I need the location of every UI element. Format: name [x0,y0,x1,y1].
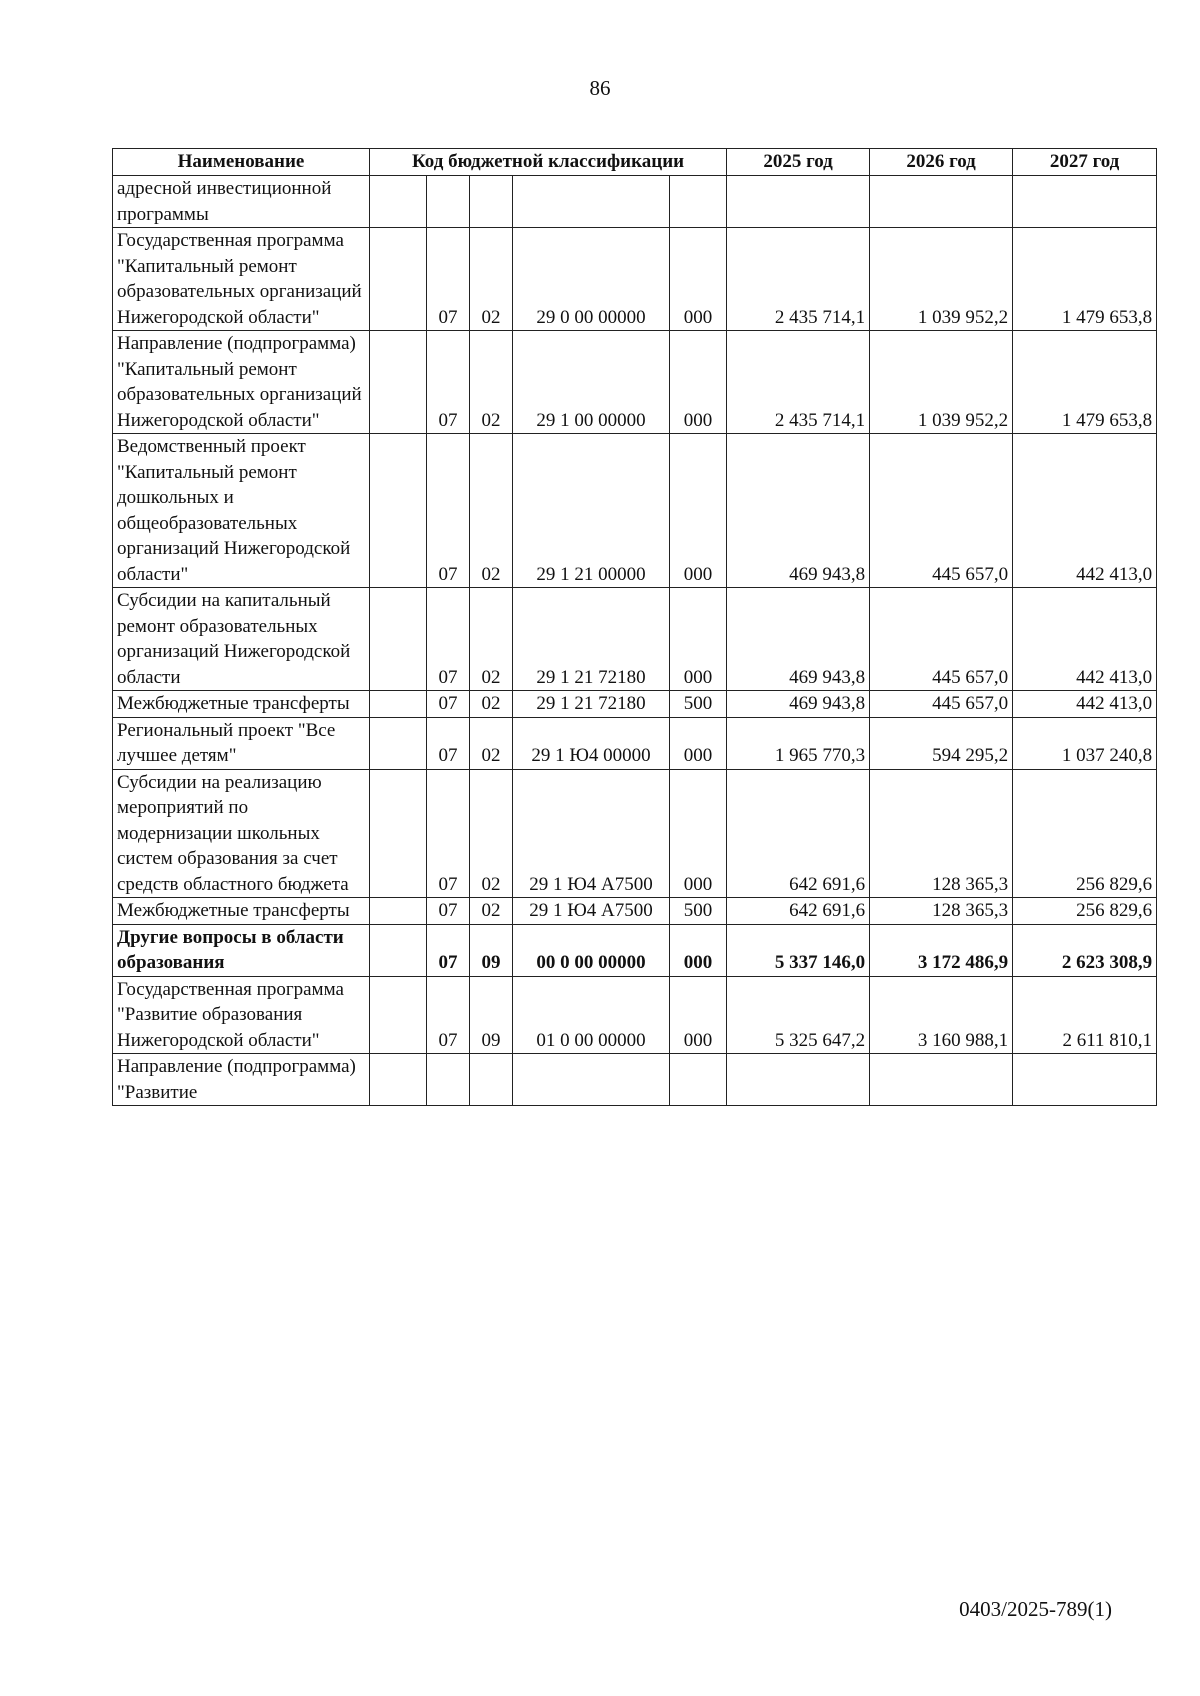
cell-expense-type: 000 [670,434,727,588]
cell-subsection: 02 [470,717,513,769]
cell-section: 07 [427,331,470,434]
cell-expense-type: 000 [670,717,727,769]
cell-amount-2025: 469 943,8 [727,691,870,718]
cell-name: Субсидии на реализацию мероприятий по модернизации школьных систем образования за счет средств областного бюджета [113,769,370,898]
cell-name: Государственная программа "Развитие образования Нижегородской области" [113,976,370,1054]
cell-name: Межбюджетные трансферты [113,691,370,718]
cell-amount-2026: 1 039 952,2 [870,228,1013,331]
table-row [113,898,1157,925]
cell-gr [370,1054,427,1106]
cell-target-article [513,176,670,228]
cell-target-article: 29 1 21 72180 [513,588,670,691]
cell-amount-2027: 442 413,0 [1013,691,1157,718]
table-body [113,176,1157,1106]
cell-amount-2025: 5 337 146,0 [727,924,870,976]
header-name: Наименование [113,149,370,176]
table-row [113,976,1157,1054]
table-row [113,717,1157,769]
cell-amount-2027: 442 413,0 [1013,588,1157,691]
cell-expense-type: 000 [670,769,727,898]
cell-expense-type: 000 [670,228,727,331]
cell-amount-2025: 642 691,6 [727,898,870,925]
cell-name: Субсидии на капитальный ремонт образовательных организаций Нижегородской области [113,588,370,691]
cell-amount-2025 [727,176,870,228]
cell-amount-2026 [870,1054,1013,1106]
cell-expense-type [670,1054,727,1106]
cell-section: 07 [427,898,470,925]
cell-name: Ведомственный проект "Капитальный ремонт дошкольных и общеобразовательных организаций Нижегородской области" [113,434,370,588]
cell-amount-2026: 128 365,3 [870,898,1013,925]
cell-expense-type: 000 [670,976,727,1054]
cell-amount-2025: 642 691,6 [727,769,870,898]
table-row [113,691,1157,718]
cell-amount-2026: 445 657,0 [870,434,1013,588]
table-row [113,228,1157,331]
cell-target-article: 00 0 00 00000 [513,924,670,976]
header-code: Код бюджетной классификации [370,149,727,176]
cell-section: 07 [427,691,470,718]
cell-subsection: 09 [470,924,513,976]
cell-name: Региональный проект "Все лучшее детям" [113,717,370,769]
cell-expense-type: 000 [670,588,727,691]
cell-amount-2027: 442 413,0 [1013,434,1157,588]
cell-amount-2027 [1013,176,1157,228]
cell-target-article [513,1054,670,1106]
cell-amount-2025: 2 435 714,1 [727,228,870,331]
cell-amount-2027: 256 829,6 [1013,769,1157,898]
cell-section: 07 [427,717,470,769]
cell-target-article: 29 1 Ю4 00000 [513,717,670,769]
page-number: 86 [589,76,611,100]
cell-subsection [470,176,513,228]
cell-expense-type: 000 [670,331,727,434]
cell-section: 07 [427,976,470,1054]
table-row [113,331,1157,434]
cell-gr [370,898,427,925]
cell-section: 07 [427,769,470,898]
cell-subsection: 02 [470,769,513,898]
cell-amount-2026 [870,176,1013,228]
cell-target-article: 29 1 Ю4 А7500 [513,898,670,925]
cell-amount-2027: 256 829,6 [1013,898,1157,925]
header-year-2026: 2026 год [870,149,1013,176]
cell-target-article: 29 1 00 00000 [513,331,670,434]
cell-amount-2026: 128 365,3 [870,769,1013,898]
cell-amount-2025: 5 325 647,2 [727,976,870,1054]
cell-gr [370,717,427,769]
cell-target-article: 01 0 00 00000 [513,976,670,1054]
cell-target-article: 29 1 21 00000 [513,434,670,588]
cell-amount-2025: 1 965 770,3 [727,717,870,769]
cell-amount-2025: 469 943,8 [727,588,870,691]
cell-section [427,1054,470,1106]
cell-gr [370,434,427,588]
cell-name: Государственная программа "Капитальный ремонт образовательных организаций Нижегородской области" [113,228,370,331]
cell-gr [370,769,427,898]
cell-section: 07 [427,228,470,331]
cell-subsection: 02 [470,588,513,691]
table-row [113,924,1157,976]
cell-amount-2027: 1 479 653,8 [1013,331,1157,434]
table-row [113,588,1157,691]
cell-amount-2027: 1 037 240,8 [1013,717,1157,769]
cell-target-article: 29 1 21 72180 [513,691,670,718]
cell-amount-2025: 469 943,8 [727,434,870,588]
document-code: 0403/2025-789(1) [959,1597,1112,1621]
cell-amount-2026: 1 039 952,2 [870,331,1013,434]
cell-expense-type: 500 [670,691,727,718]
cell-gr [370,176,427,228]
cell-amount-2027: 2 623 308,9 [1013,924,1157,976]
cell-section: 07 [427,434,470,588]
cell-gr [370,331,427,434]
header-year-2027: 2027 год [1013,149,1157,176]
cell-gr [370,976,427,1054]
cell-gr [370,588,427,691]
cell-expense-type: 500 [670,898,727,925]
table-row [113,434,1157,588]
table-row [113,769,1157,898]
cell-expense-type [670,176,727,228]
cell-target-article: 29 0 00 00000 [513,228,670,331]
cell-section [427,176,470,228]
cell-amount-2026: 445 657,0 [870,588,1013,691]
cell-subsection: 02 [470,331,513,434]
table-header-row [113,149,1157,176]
cell-subsection: 02 [470,691,513,718]
cell-gr [370,924,427,976]
cell-name: Другие вопросы в области образования [113,924,370,976]
cell-amount-2026: 445 657,0 [870,691,1013,718]
cell-gr [370,691,427,718]
budget-table [112,148,1157,1106]
cell-amount-2027: 1 479 653,8 [1013,228,1157,331]
table-row [113,176,1157,228]
cell-expense-type: 000 [670,924,727,976]
cell-subsection: 02 [470,434,513,588]
cell-amount-2027: 2 611 810,1 [1013,976,1157,1054]
cell-amount-2026: 594 295,2 [870,717,1013,769]
cell-section: 07 [427,924,470,976]
cell-subsection: 02 [470,898,513,925]
cell-amount-2026: 3 172 486,9 [870,924,1013,976]
cell-amount-2026: 3 160 988,1 [870,976,1013,1054]
cell-amount-2027 [1013,1054,1157,1106]
cell-name: Межбюджетные трансферты [113,898,370,925]
cell-name: Направление (подпрограмма) "Развитие [113,1054,370,1106]
cell-subsection: 09 [470,976,513,1054]
cell-gr [370,228,427,331]
cell-section: 07 [427,588,470,691]
cell-target-article: 29 1 Ю4 А7500 [513,769,670,898]
table-row [113,1054,1157,1106]
cell-name: адресной инвестиционной программы [113,176,370,228]
cell-subsection: 02 [470,228,513,331]
header-year-2025: 2025 год [727,149,870,176]
cell-amount-2025: 2 435 714,1 [727,331,870,434]
cell-subsection [470,1054,513,1106]
cell-name: Направление (подпрограмма) "Капитальный ремонт образовательных организаций Нижегородской области" [113,331,370,434]
cell-amount-2025 [727,1054,870,1106]
